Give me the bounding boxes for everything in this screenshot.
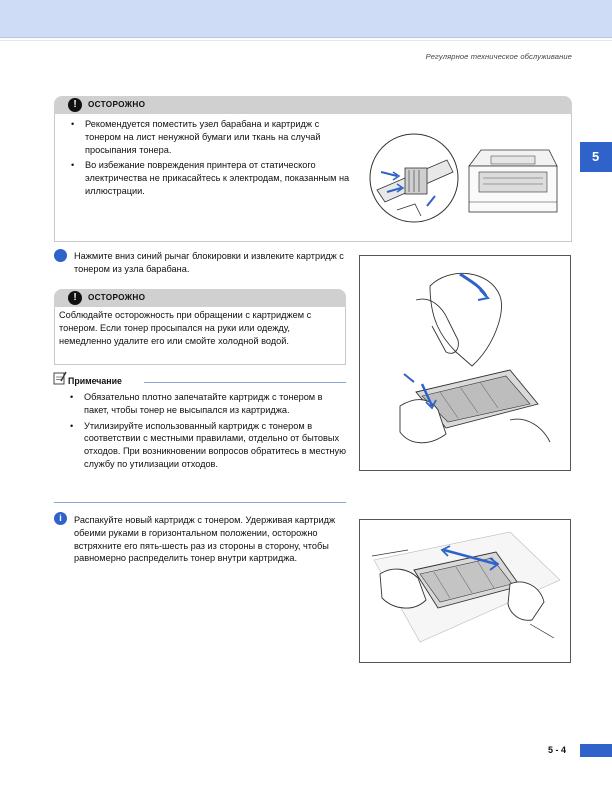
page-number: 5 - 4 <box>548 745 567 755</box>
figure-remove-cartridge <box>359 255 571 471</box>
caution-label-2: ОСТОРОЖНО <box>88 293 146 302</box>
warning-icon: ! <box>68 98 82 112</box>
step-marker <box>54 249 67 262</box>
step-2-text: Распакуйте новый картридж с тонером. Удерживая картридж обеими руками в горизонтальном положении, осторожно встряхните его пять-шесть раз из стороны в сторону, чтобы равномерно распределить тонер внутри картриджа. <box>74 515 336 564</box>
top-band <box>0 0 612 38</box>
caution-1-bullet: • Во избежание повреждения принтера от статического электричества не прикасайтесь к электродам, показанным на иллюстрации. <box>67 159 357 197</box>
figure-shake-cartridge <box>359 519 571 663</box>
step-1-text: Нажмите вниз синий рычаг блокировки и извлеките картридж с тонером из узла барабана. <box>74 251 344 274</box>
caution-label-1: ОСТОРОЖНО <box>88 100 146 109</box>
step-marker: i <box>54 512 67 525</box>
section-title: Регулярное техническое обслуживание <box>425 52 572 61</box>
header-rule <box>0 40 612 41</box>
note-icon <box>53 371 67 385</box>
electrodes-illustration <box>367 130 461 226</box>
footer-bar <box>580 744 612 757</box>
printer-illustration <box>461 144 561 216</box>
caution-header-2 <box>54 289 346 307</box>
note-title: Примечание <box>68 376 122 386</box>
caution-1-list <box>67 118 357 201</box>
caution-box-1 <box>54 114 572 242</box>
caution-1-bullet: • Рекомендуется поместить узел барабана и картридж с тонером на лист ненужной бумаги или ткань на случай просыпания тонера. <box>67 118 357 156</box>
caution-2-text: Соблюдайте осторожность при обращении с картриджем с тонером. Если тонер просыпался на руки или одежду, немедленно удалите его или смойте холодной водой. <box>59 310 312 346</box>
chapter-tab: 5 <box>580 142 612 172</box>
note-list <box>66 391 346 474</box>
note-bullet: • Обязательно плотно запечатайте картридж с тонером в пакет, чтобы тонер не высыпался из картриджа. <box>66 391 346 417</box>
note-bullet: • Утилизируйте использованный картридж с тонером в соответствии с местными правилами, отдельно от бытовых отходов. При возникновении вопросов обратитесь в местную службу по утилизации отходов. <box>66 420 346 471</box>
note-rule <box>144 382 346 383</box>
caution-header-1 <box>54 96 572 114</box>
warning-icon: ! <box>68 291 82 305</box>
caution-box-2 <box>54 307 346 365</box>
note-bottom-rule <box>54 502 346 503</box>
